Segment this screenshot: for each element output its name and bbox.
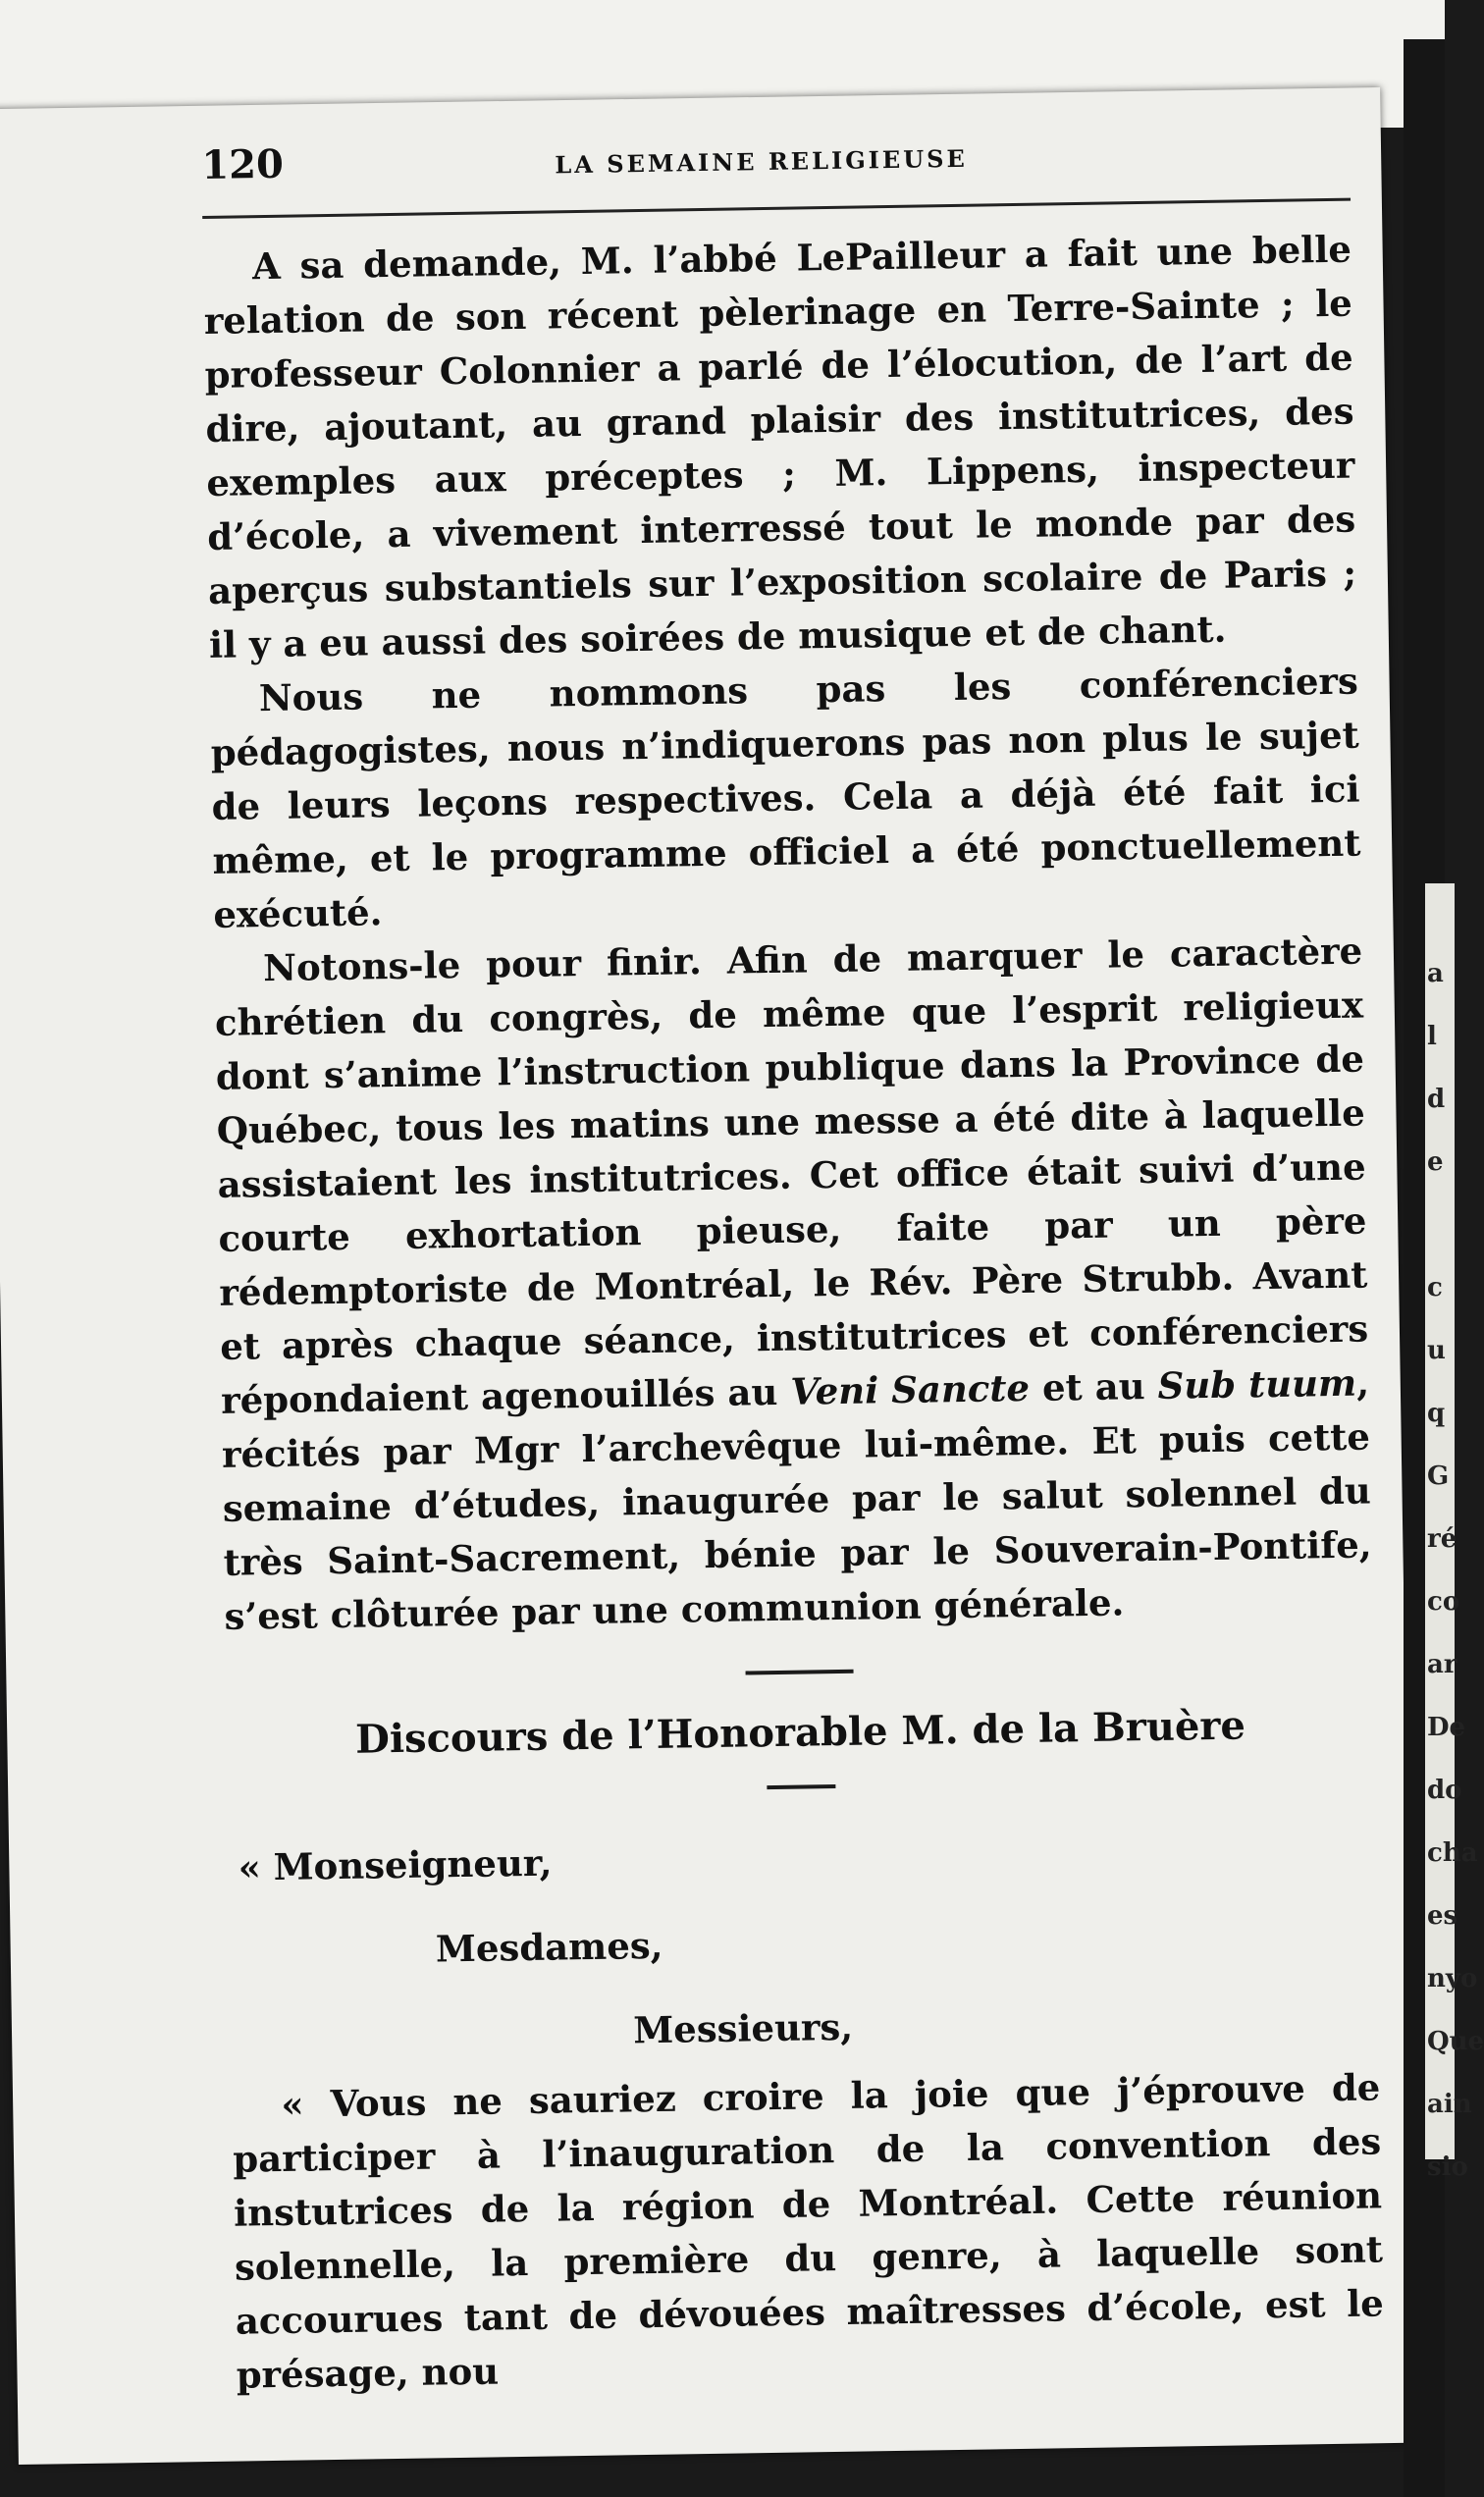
salutation-mesdames: Mesdames, <box>435 1923 663 1971</box>
title-divider <box>767 1784 835 1789</box>
facing-page-fragment: a l d e c u q G ré co ar De do cha es nyo Que ain sio <box>1427 959 1484 2182</box>
section-divider <box>746 1670 854 1675</box>
running-head: LA SEMAINE RELIGIEUSE <box>555 143 968 180</box>
speech-paragraph: « Vous ne sauriez croire la joie que j’éprouve de participer à l’inauguration de la convention des instutrices de la région de Montréal. Cette réunion solennelle, la première du genre, à laquelle sont accourues tant de dévouées maîtresses d’école, est le présage, nou <box>232 2065 1385 2397</box>
paragraph-3-text-c: , récités par Mgr l’archevêque lui-même. Et puis cette semaine d’études, inaugurée par le salut solennel du très Saint-Sacrement, bénie par le Souverain-Pontife, s’est clôturée par une communion générale. <box>221 1360 1372 1638</box>
page-content <box>201 125 1385 2403</box>
paragraph-3 <box>214 925 1373 1644</box>
salutation-monseigneur: « Monseigneur, <box>238 1840 553 1889</box>
paragraph-3-text-a: Notons-le pour finir. Afin de marquer le caractère chrétien du congrès, de même que l’esprit religieux dont s’anime l’instruction publique dans la Province de Québec, tous les matins une messe a été dite à laquelle assistaient les institutrices. Cet office était suivi d’une courte exhortation pieuse, faite par un père rédemptoriste de Montréal, le Rév. Père Strubb. Avant et après chaque séance, institutrices et conférenciers répondaient agenouillés au <box>214 929 1369 1422</box>
facing-page-edge <box>1425 883 1484 2182</box>
paragraph-3-text-b: et au <box>1029 1363 1158 1409</box>
page-number: 120 <box>201 140 285 188</box>
paragraph-2: Nous ne nommons pas les conférenciers pédagogistes, nous n’indiquerons pas non plus le sujet de leurs leçons respectives. Cela a déjà été fait ici même, et le programme officiel a été ponctuellement exécuté. <box>210 659 1361 936</box>
italic-sub-tuum: Sub tuum <box>1157 1360 1357 1408</box>
paragraph-1: A sa demande, M. l’abbé LePailleur a fait une belle relation de son récent pèlerinage en Terre-Sainte ; le professeur Colonnier a parlé de l’élocution, de l’art de dire, ajoutant, au grand plaisir des institutrices, des exemples aux préceptes ; M. Lippens, inspecteur d’école, a vivement interressé tout le monde par des aperçus substantiels sur l’exposition scolaire de Paris ; il y a eu aussi des soirées de musique et de chant. <box>203 227 1357 666</box>
section-title: Discours de l’Honorable M. de la Bruère <box>354 1702 1246 1763</box>
italic-veni-sancte: Veni Sancte <box>790 1365 1031 1413</box>
salutation-messieurs: Messieurs, <box>632 2004 854 2052</box>
